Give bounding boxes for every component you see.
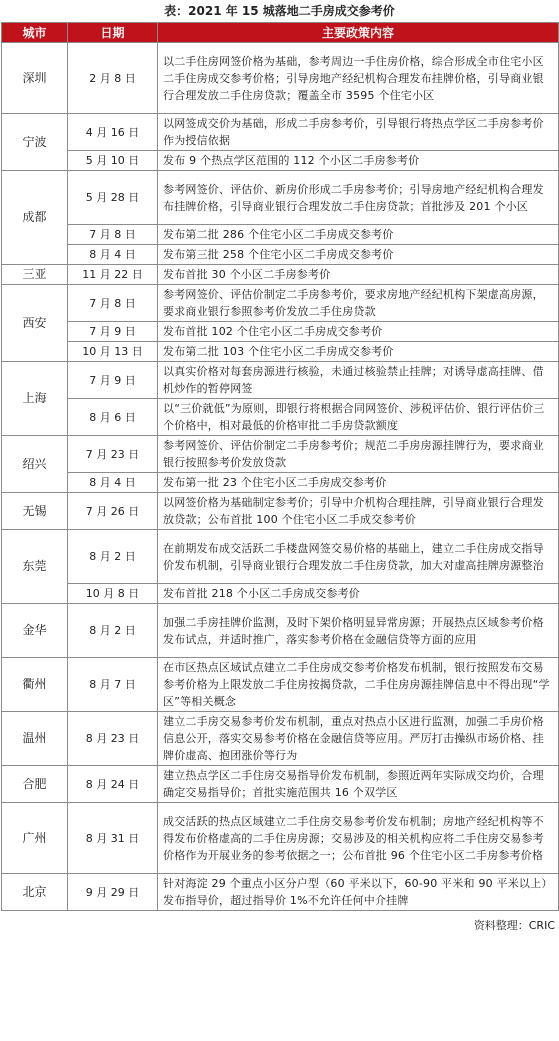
policy-cell: 参考网签价、评估价制定二手房参考价，要求房地产经纪机构下架虚高房源，要求商业银行参照参考价发放二手住房贷款 [158,285,559,322]
policy-cell: 以真实价格对每套房源进行核验，未通过核验禁止挂牌；对诱导虚高挂牌、借机炒作的暂停网签 [158,362,559,399]
city-cell: 深圳 [2,43,68,114]
date-cell: 8 月 24 日 [68,766,158,803]
policy-cell: 成交活跃的热点区域建立二手住房交易参考价发布机制；房地产经纪机构等不得发布价格虚高的二手住房房源；交易涉及的相关机构应将二手住房交易参考价格作为开展业务的参考依据之一；公布首批 96 个住宅小区二手房参考价格 [158,803,559,874]
source-note: 资料整理：CRIC [473,919,555,932]
city-cell: 金华 [2,604,68,658]
date-cell: 5 月 28 日 [68,171,158,225]
city-cell: 成都 [2,171,68,265]
table-row [2,265,559,285]
table-row [2,362,559,399]
policy-cell: 以“三价就低”为原则，即银行将根据合同网签价、涉税评估价、银行评估价三个价格中，相对最低的价格审批二手房贷款额度 [158,399,559,436]
table-row [2,151,559,171]
date-cell: 10 月 8 日 [68,584,158,604]
policy-cell: 以二手住房网签价格为基础，参考周边一手住房价格，综合形成全市住宅小区二手住房成交参考价格；引导房地产经纪机构合理发布挂牌价格，引导商业银行合理发放二手住房贷款；覆盖全市 3595 个住宅小区 [158,43,559,114]
table-row [2,43,559,114]
header-city: 城市 [2,23,68,43]
table-row [2,803,559,874]
table-row [2,766,559,803]
table-row [2,399,559,436]
table-row [2,322,559,342]
policy-cell: 以网签价格为基础制定参考价；引导中介机构合理挂牌，引导商业银行合理发放贷款；公布首批 100 个住宅小区二手成交参考价 [158,493,559,530]
table-row [2,874,559,911]
city-cell: 绍兴 [2,436,68,493]
city-cell: 温州 [2,712,68,766]
date-cell: 2 月 8 日 [68,43,158,114]
city-cell: 上海 [2,362,68,436]
policy-cell: 发布首批 30 个小区二手房参考价 [158,265,559,285]
date-cell: 8 月 23 日 [68,712,158,766]
city-cell: 西安 [2,285,68,362]
policy-cell: 在市区热点区域试点建立二手住房成交参考价格发布机制，银行按照发布交易参考价格为上限发放二手住房按揭贷款，二手住房房源挂牌信息中不得出现“学区”等相关概念 [158,658,559,712]
table-row [2,225,559,245]
table-row [2,114,559,151]
table-row [2,436,559,473]
date-cell: 9 月 29 日 [68,874,158,911]
policy-cell: 参考网签价、评估价、新房价形成二手房参考价；引导房地产经纪机构合理发布挂牌价格，引导商业银行合理发放二手住房贷款；首批涉及 201 个小区 [158,171,559,225]
policy-cell: 发布第三批 258 个住宅小区二手房成交参考价 [158,245,559,265]
table-row [2,604,559,658]
city-cell: 东莞 [2,530,68,604]
table-row [2,658,559,712]
policy-cell: 发布第二批 286 个住宅小区二手房成交参考价 [158,225,559,245]
policy-cell: 发布第二批 103 个住宅小区二手房成交参考价 [158,342,559,362]
date-cell: 8 月 2 日 [68,530,158,584]
policy-cell: 以网签成交价为基础，形成二手房参考价，引导银行将热点学区二手房参考价作为授信依据 [158,114,559,151]
date-cell: 7 月 23 日 [68,436,158,473]
policy-cell: 发布首批 218 个小区二手房成交参考价 [158,584,559,604]
date-cell: 7 月 8 日 [68,285,158,322]
city-cell: 无锡 [2,493,68,530]
policy-table [1,22,559,911]
date-cell: 7 月 9 日 [68,322,158,342]
city-cell: 衢州 [2,658,68,712]
date-cell: 8 月 6 日 [68,399,158,436]
date-cell: 7 月 8 日 [68,225,158,245]
policy-cell: 发布首批 102 个住宅小区二手房成交参考价 [158,322,559,342]
policy-cell: 建立二手房交易参考价发布机制，重点对热点小区进行监测，加强二手房价格信息公开，落实交易参考价格在金融信贷等应用。严厉打击操纵市场价格、挂牌价虚高、抱团涨价等行为 [158,712,559,766]
date-cell: 8 月 2 日 [68,604,158,658]
policy-cell: 发布第一批 23 个住宅小区二手房成交参考价 [158,473,559,493]
city-cell: 三亚 [2,265,68,285]
table-title: 表：2021 年 15 城落地二手房成交参考价 [164,4,395,18]
date-cell: 10 月 13 日 [68,342,158,362]
city-cell: 宁波 [2,114,68,171]
policy-cell: 加强二手房挂牌价监测，及时下架价格明显异常房源；开展热点区域参考价格发布试点，并适时推广，落实参考价格在金融信贷等方面的应用 [158,604,559,658]
table-row [2,171,559,225]
policy-cell: 在前期发布成交活跃二手楼盘网签交易价格的基础上，建立二手住房成交指导价发布机制，引导商业银行合理发放二手住房贷款，加大对虚高挂牌房源整治 [158,530,559,584]
policy-cell: 参考网签价、评估价制定二手房参考价；规范二手房房源挂牌行为，要求商业银行按照参考价发放贷款 [158,436,559,473]
city-cell: 广州 [2,803,68,874]
table-row [2,245,559,265]
table-row [2,285,559,322]
table-row [2,530,559,584]
policy-cell: 针对海淀 29 个重点小区分户型（60 平米以下，60-90 平米和 90 平米以上）发布指导价，超过指导价 1%不允许任何中介挂牌 [158,874,559,911]
date-cell: 5 月 10 日 [68,151,158,171]
date-cell: 8 月 31 日 [68,803,158,874]
header-policy: 主要政策内容 [158,23,559,43]
policy-cell: 发布 9 个热点学区范围的 112 个小区二手房参考价 [158,151,559,171]
date-cell: 8 月 4 日 [68,473,158,493]
date-cell: 4 月 16 日 [68,114,158,151]
table-header-row [2,23,559,43]
header-date: 日期 [68,23,158,43]
table-row [2,712,559,766]
policy-cell: 建立热点学区二手住房交易指导价发布机制，参照近两年实际成交均价，合理确定交易指导价；首批实施范围共 16 个双学区 [158,766,559,803]
table-row [2,342,559,362]
date-cell: 8 月 7 日 [68,658,158,712]
date-cell: 7 月 9 日 [68,362,158,399]
table-row [2,473,559,493]
table-row [2,584,559,604]
date-cell: 7 月 26 日 [68,493,158,530]
city-cell: 合肥 [2,766,68,803]
city-cell: 北京 [2,874,68,911]
table-row [2,493,559,530]
date-cell: 11 月 22 日 [68,265,158,285]
date-cell: 8 月 4 日 [68,245,158,265]
